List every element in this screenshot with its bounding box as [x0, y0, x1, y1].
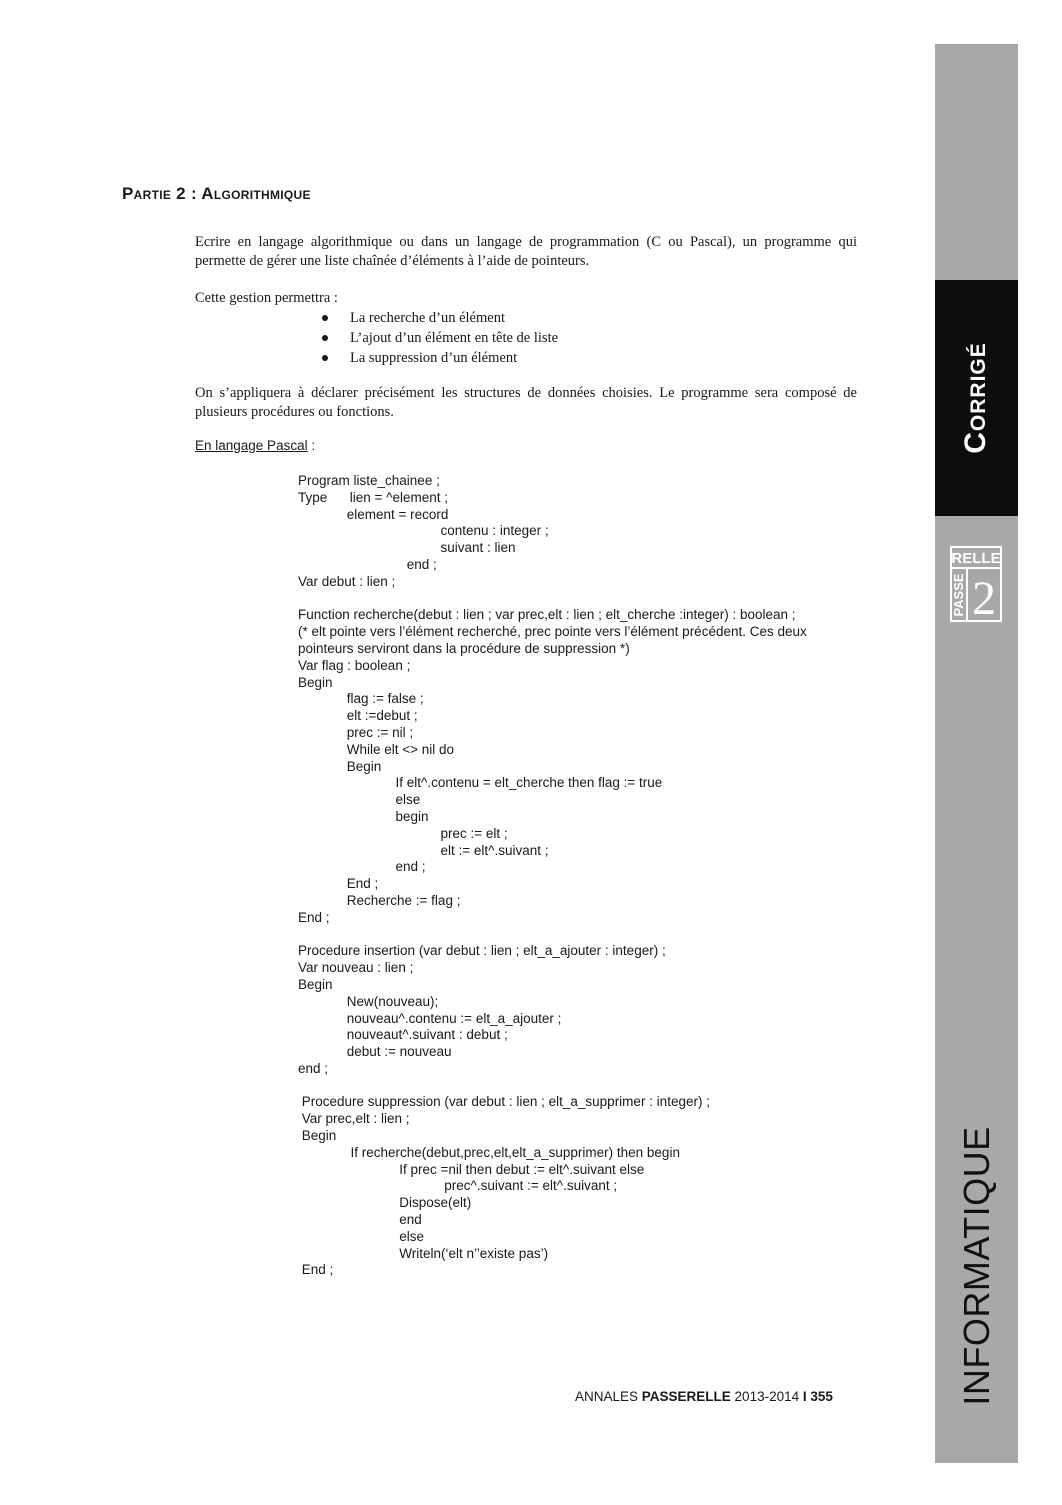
code-line — [298, 1078, 858, 1095]
code-line: While elt <> nil do — [298, 741, 455, 757]
code-line: (* elt pointe vers l’élément recherché, prec pointe vers l’élément précédent. Ces deux — [298, 624, 807, 640]
code-heading — [195, 438, 315, 453]
footer-years: 2013-2014 — [730, 1389, 803, 1404]
code-line — [298, 591, 858, 608]
code-line: Begin — [298, 674, 333, 690]
gestion-intro: Cette gestion permettra : — [195, 290, 338, 306]
bullet-item: La recherche d’un élément — [322, 308, 558, 328]
bullet-item: L’ajout d’un élément en tête de liste — [322, 328, 558, 348]
code-line: prec := nil ; — [298, 724, 414, 740]
conclusion-paragraph: On s’appliquera à déclarer précisément les structures de données choisies. Le programme sera composé de plusieurs procédures ou fonctions. — [195, 385, 857, 420]
code-line: nouveau^.contenu := elt_a_ajouter ; — [298, 1010, 562, 1026]
code-line: End ; — [298, 876, 379, 892]
logo-number: 2 — [972, 572, 996, 622]
code-line: If elt^.contenu = elt_cherche then flag := true — [298, 775, 663, 791]
code-line: Type lien = ^element ; — [298, 489, 449, 505]
footer-prefix: ANNALES — [575, 1389, 642, 1404]
code-line: end ; — [298, 1060, 329, 1076]
code-line: Procedure suppression (var debut : lien ; elt_a_supprimer : integer) ; — [298, 1094, 710, 1110]
code-line: End ; — [298, 909, 330, 925]
code-line: Procedure insertion (var debut : lien ; elt_a_ajouter : integer) ; — [298, 943, 666, 959]
code-line: Begin — [298, 1128, 337, 1144]
logo-top-text: RELLE — [951, 550, 1001, 567]
footer-separator: I — [802, 1389, 807, 1404]
code-line: Begin — [298, 758, 382, 774]
code-line: If prec =nil then debut := elt^.suivant else — [298, 1161, 645, 1177]
code-line: pointeurs serviront dans la procédure de suppression *) — [298, 640, 630, 656]
code-line: begin — [298, 808, 429, 824]
page-footer — [575, 1389, 833, 1404]
footer-page-number: 355 — [806, 1389, 833, 1404]
code-line: debut := nouveau — [298, 1044, 452, 1060]
code-line: Function recherche(debut : lien ; var prec,elt : lien ; elt_cherche :integer) : boolean ; — [298, 607, 796, 623]
code-line: New(nouveau); — [298, 993, 439, 1009]
code-line: else — [298, 792, 421, 808]
bullet-item: La suppression d’un élément — [322, 348, 558, 368]
code-line: prec^.suivant := elt^.suivant ; — [298, 1178, 618, 1194]
code-line: end ; — [298, 859, 426, 875]
logo-side-text: PASSE — [951, 573, 966, 617]
footer-brand: PASSERELLE — [641, 1389, 731, 1404]
code-line: suivant : lien — [298, 540, 516, 556]
code-line: elt :=debut ; — [298, 708, 418, 724]
code-line: end ; — [298, 556, 437, 572]
code-line: Var prec,elt : lien ; — [298, 1111, 410, 1127]
code-line: Recherche := flag ; — [298, 892, 461, 908]
code-line: Var flag : boolean ; — [298, 657, 411, 673]
code-line: contenu : integer ; — [298, 523, 549, 539]
code-line: element = record — [298, 506, 449, 522]
code-line: flag := false ; — [298, 691, 424, 707]
code-line: Var debut : lien ; — [298, 573, 396, 589]
passerelle-2-logo — [950, 546, 1002, 622]
pascal-code-block — [298, 473, 858, 1279]
code-line: nouveaut^.suivant : debut ; — [298, 1027, 508, 1043]
code-line: If recherche(debut,prec,elt,elt_a_supprimer) then begin — [298, 1144, 680, 1160]
code-line — [298, 927, 858, 944]
code-line: Writeln(‘elt n’’existe pas’) — [298, 1245, 549, 1261]
code-heading-label: En langage Pascal — [195, 438, 308, 453]
code-line: prec := elt ; — [298, 825, 508, 841]
code-heading-colon: : — [307, 438, 316, 453]
bullet-list — [322, 308, 558, 368]
corrige-label: Corrigé — [959, 342, 992, 454]
code-line: Program liste_chainee ; — [298, 473, 440, 488]
code-line: Begin — [298, 976, 333, 992]
section-title: Partie 2 : Algorithmique — [122, 184, 311, 203]
code-line: elt := elt^.suivant ; — [298, 842, 549, 858]
code-line: End ; — [298, 1262, 334, 1278]
code-line: end — [298, 1212, 422, 1228]
code-line: Dispose(elt) — [298, 1195, 472, 1211]
code-line: Var nouveau : lien ; — [298, 960, 414, 976]
subject-label: INFORMATIQUE — [956, 1126, 997, 1406]
intro-paragraph: Ecrire en langage algorithmique ou dans un langage de programmation (C ou Pascal), un programme qui permette de gérer une liste chaînée d’éléments à l’aide de pointeurs. — [195, 234, 857, 269]
code-line: else — [298, 1228, 425, 1244]
